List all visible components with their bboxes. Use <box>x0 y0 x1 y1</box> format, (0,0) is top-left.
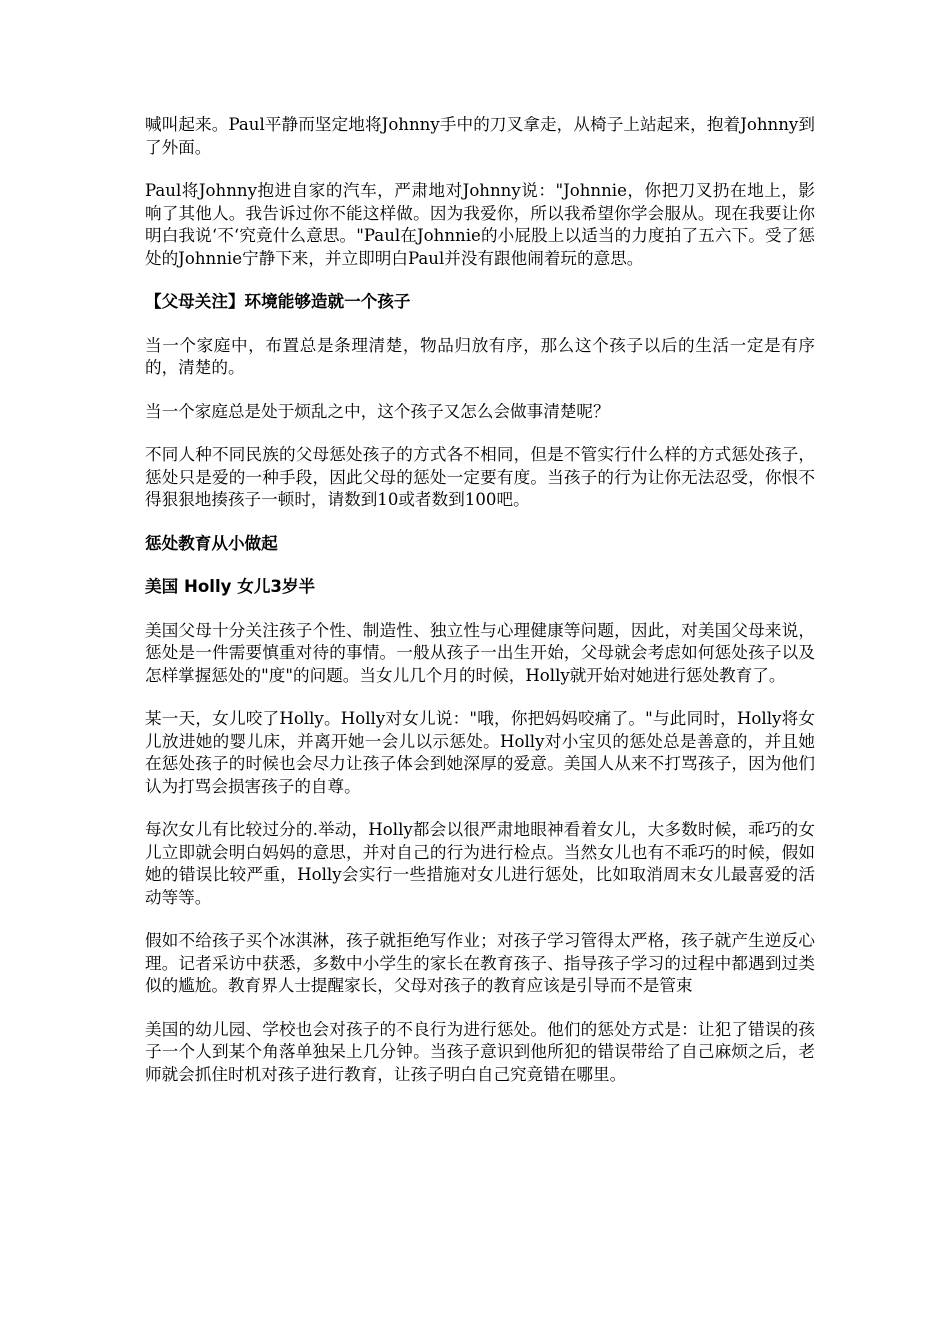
paragraph: 不同人种不同民族的父母惩处孩子的方式各不相同，但是不管实行什么样的方式惩处孩子，惩处只是爱的一种手段，因此父母的惩处一定要有度。当孩子的行为让你无法忍受，你恨不得狠狠地揍孩子一顿时，请数到10或者数到100吧。 <box>145 445 815 509</box>
paragraph: 当一个家庭总是处于烦乱之中，这个孩子又怎么会做事清楚呢？ <box>145 401 610 421</box>
paragraph: 当一个家庭中，布置总是条理清楚，物品归放有序，那么这个孩子以后的生活一定是有序的，清楚的。 <box>145 335 815 377</box>
document-page <box>145 114 815 1107</box>
paragraph: 每次女儿有比较过分的.举动，Holly都会以很严肃地眼神看着女儿，大多数时候，乖巧的女儿立即就会明白妈妈的意思，并对自己的行为进行检点。当然女儿也有不乖巧的时候，假如她的错误比较严重，Holly会实行一些措施对女儿进行惩处，比如取消周末女儿最喜爱的活动等等。 <box>145 820 815 907</box>
paragraph: 假如不给孩子买个冰淇淋，孩子就拒绝写作业；对孩子学习管得太严格，孩子就产生逆反心理。记者采访中获悉，多数中小学生的家长在教育孩子、指导孩子学习的过程中都遇到过类似的尴尬。教育界人士提醒家长，父母对孩子的教育应该是引导而不是管束 <box>145 931 815 995</box>
paragraph: 某一天，女儿咬了Holly。Holly对女儿说："哦，你把妈妈咬痛了。"与此同时，Holly将女儿放进她的婴儿床，并离开她一会儿以示惩处。Holly对小宝贝的惩处总是善意的，并且她在惩处孩子的时候也会尽力让孩子体会到她深厚的爱意。美国人从来不打骂孩子，因为他们认为打骂会损害孩子的自尊。 <box>145 709 815 796</box>
paragraph: Paul将Johnny抱进自家的汽车，严肃地对Johnny说："Johnnie，你把刀叉扔在地上，影响了其他人。我告诉过你不能这样做。因为我爱你，所以我希望你学会服从。现在我要让你明白我说‘不‘究竟什么意思。"Paul在Johnnie的小屁股上以适当的力度拍了五六下。受了惩处的Johnnie宁静下来，并立即明白Paul并没有跟他闹着玩的意思。 <box>145 181 815 268</box>
paragraph: 美国父母十分关注孩子个性、制造性、独立性与心理健康等问题，因此，对美国父母来说，惩处是一件需要慎重对待的事情。一般从孩子一出生开始，父母就会考虑如何惩处孩子以及怎样掌握惩处的"度"的问题。当女儿几个月的时候，Holly就开始对她进行惩处教育了。 <box>145 620 815 685</box>
section-heading: 惩处教育从小做起 <box>145 533 278 553</box>
paragraph: 喊叫起来。Paul平静而坚定地将Johnny手中的刀叉拿走，从椅子上站起来，抱着Johnny到了外面。 <box>145 115 815 157</box>
paragraph: 美国的幼儿园、学校也会对孩子的不良行为进行惩处。他们的惩处方式是：让犯了错误的孩子一个人到某个角落单独呆上几分钟。当孩子意识到他所犯的错误带给了自己麻烦之后，老师就会抓住时机对孩子进行教育，让孩子明白自己究竟错在哪里。 <box>145 1019 815 1084</box>
section-heading: 美国 Holly 女儿3岁半 <box>145 577 316 596</box>
section-heading: 【父母关注】环境能够造就一个孩子 <box>145 292 411 311</box>
